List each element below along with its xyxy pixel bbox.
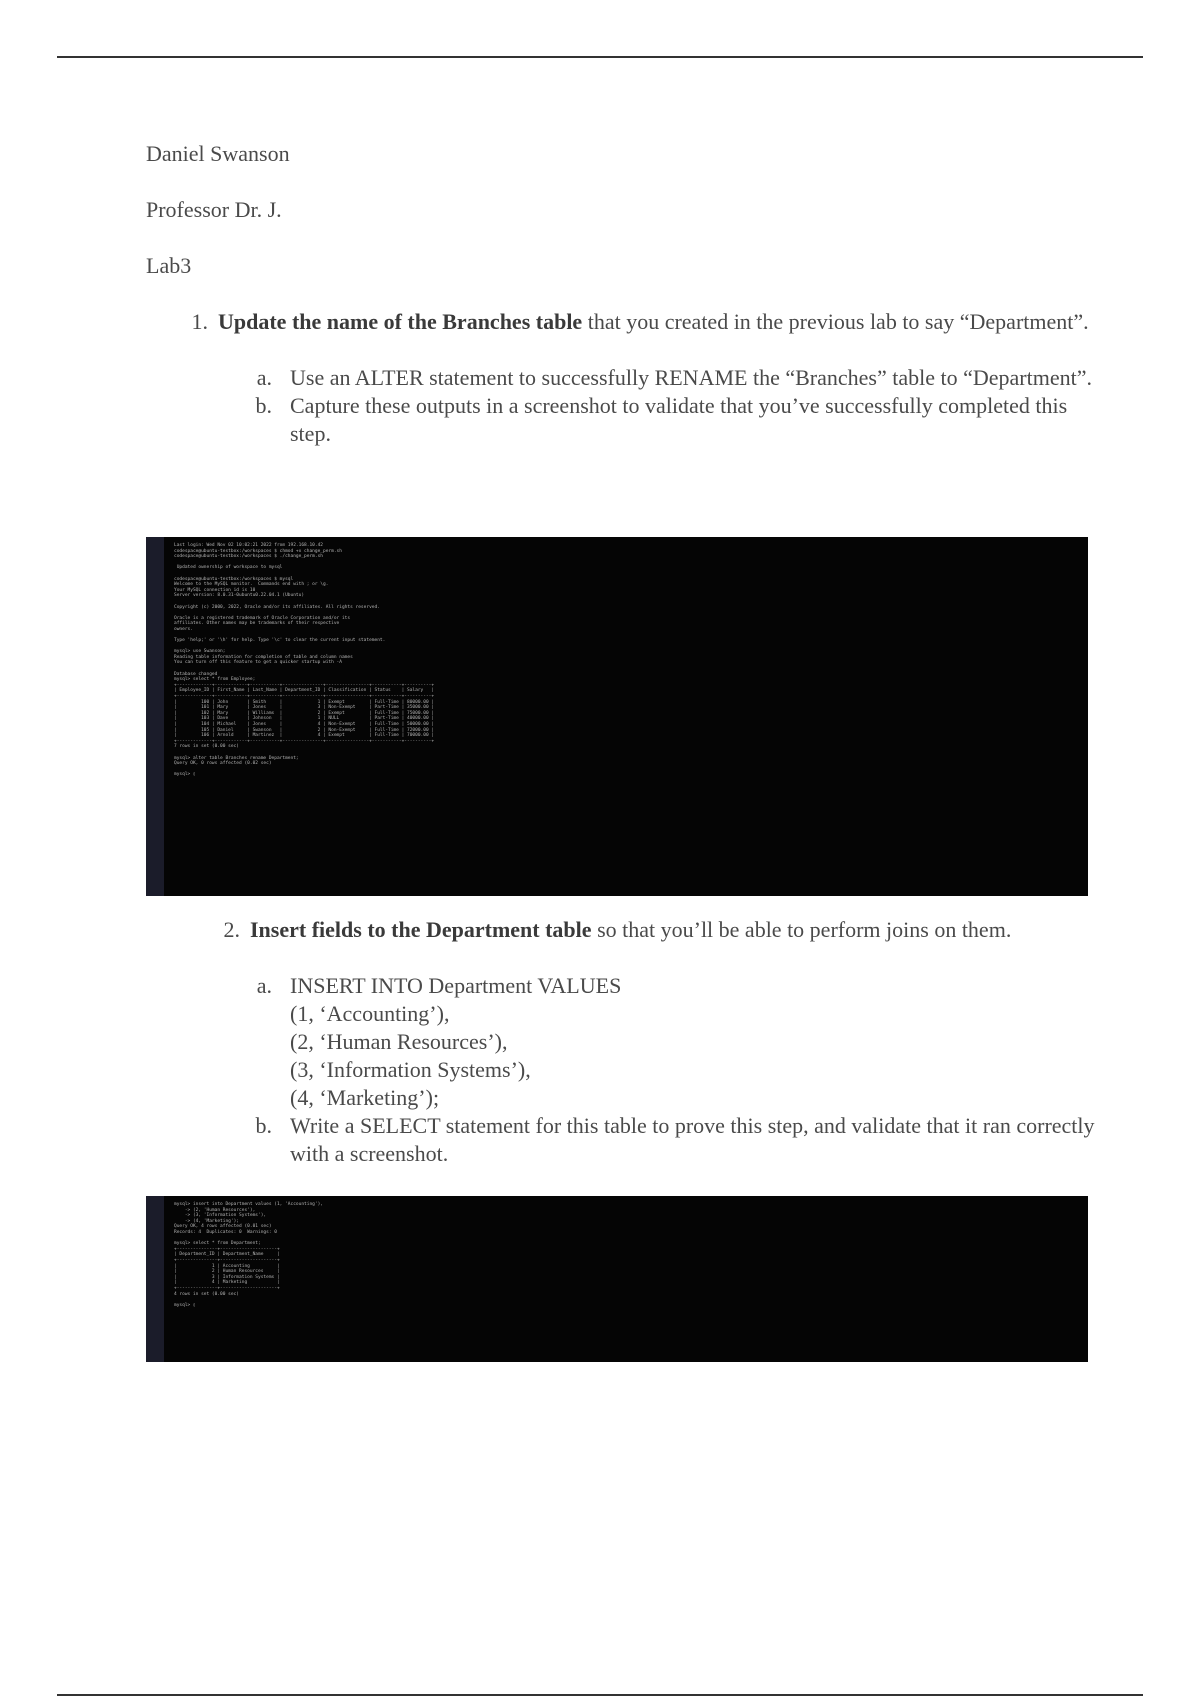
terminal-line: affiliates. Other names may be trademarks of their respective (174, 621, 340, 627)
question-rest: that you created in the previous lab to say “Department”. (582, 309, 1089, 334)
question-bold: Update the name of the Branches table (218, 309, 583, 334)
question-text (250, 916, 1011, 944)
terminal-line: codespace@ubuntu-testbox:/workspaces $ mysql (174, 576, 294, 582)
top-rule (57, 56, 1143, 58)
terminal-line: Type 'help;' or '\h' for help. Type '\c' to clear the current input statement. (174, 638, 386, 644)
terminal-line: | 103 | Dave | Johnson | 1 | NULL | Part-Time | 40000.00 | (174, 716, 435, 722)
assignment-title: Lab3 (146, 253, 192, 278)
terminal-line: +---------------+---------------------+ (174, 1285, 280, 1291)
terminal-line: | 104 | Michael | Jones | 4 | Non-Exempt | Full-Time | 50000.00 | (174, 722, 435, 727)
terminal-line: | 4 | Marketing | (174, 1280, 280, 1286)
question-number: 1. (191, 309, 208, 334)
terminal-line: Query OK, 4 rows affected (0.01 sec) (174, 1224, 272, 1230)
terminal-line: Records: 4 Duplicates: 0 Warnings: 0 (174, 1229, 277, 1235)
terminal-line: 7 rows in set (0.00 sec) (174, 744, 240, 750)
question-text (218, 308, 1089, 336)
terminal-line: Database changed (174, 671, 218, 677)
terminal-line: Copyright (c) 2000, 2022, Oracle and/or its affiliates. All rights reserved. (174, 604, 380, 610)
terminal-line: | 100 | John | Smith | 1 | Exempt | Full-Time | 80000.00 | (174, 699, 435, 705)
subitem-letter: a. (256, 973, 272, 998)
terminal-line: mysql> select * from Employee; (174, 677, 256, 683)
subitem (146, 1112, 1096, 1168)
question-2 (146, 916, 1096, 944)
terminal-line: -> (2, 'Human Resources'), (174, 1207, 256, 1213)
terminal-line: | 2 | Human Resources | (174, 1269, 280, 1275)
question-2-block (146, 916, 1096, 1168)
terminal-line: | Employee_ID | First_Name | Last_Name | Department_ID | Classification | Status | Salary | (174, 688, 435, 694)
terminal-line: You can turn off this feature to get a quicker startup with -A (174, 660, 342, 666)
terminal-line: | 102 | Mary | Williams | 2 | Exempt | Full-Time | 75000.00 | (174, 710, 435, 716)
terminal-line: codespace@ubuntu-testbox:/workspaces $ ./change_perm.sh (174, 554, 324, 560)
question-rest: so that you’ll be able to perform joins on them. (591, 917, 1012, 942)
author-name: Daniel Swanson (146, 141, 290, 166)
terminal-line: Server version: 8.0.31-0ubuntu0.22.04.1 (Ubuntu) (174, 593, 305, 599)
terminal-line: | 105 | Daniel | Swanson | 2 | Non-Exempt | Full-Time | 72000.00 | (174, 727, 435, 733)
terminal-line: Updated ownership of workspace to mysql (174, 565, 283, 571)
terminal-line: +-------------+------------+-----------+---------------+----------------+-----------+----------+ (174, 694, 435, 700)
terminal-line: owners. (174, 626, 193, 632)
terminal-line: | 101 | Mary | Jones | 3 | Non-Exempt | Part-Time | 35000.00 | (174, 705, 435, 711)
bottom-rule (57, 1694, 1143, 1696)
terminal-line: Welcome to the MySQL monitor. Commands end with ; or \g. (174, 582, 329, 588)
document-body (146, 140, 1096, 448)
terminal-line: mysql> insert into Department values (1, 'Accounting'), (174, 1202, 324, 1207)
terminal-line: +---------------+---------------------+ (174, 1246, 280, 1252)
terminal-line: | Department_ID | Department_Name | (174, 1252, 280, 1258)
terminal-line: codespace@ubuntu-testbox:/workspaces $ chmod +x change_perm.sh (174, 548, 342, 554)
question-number: 2. (223, 917, 240, 942)
subitem-text: Capture these outputs in a screenshot to validate that you’ve successfully completed this step. (290, 393, 1068, 446)
terminal-line: Last login: Wed Nov 02 10:02:21 2022 from 192.168.10.42 (174, 543, 324, 548)
subitem (146, 364, 1096, 392)
subitem-text: INSERT INTO Department VALUES (1, ‘Accounting’), (2, ‘Human Resources’), (3, ‘Information Systems’), (4, ‘Marketing’); (290, 973, 622, 1110)
terminal-line: +---------------+---------------------+ (174, 1257, 280, 1263)
terminal-line: -> (4, 'Marketing'); (174, 1218, 240, 1224)
terminal-line: mysql> select * from Department; (174, 1241, 261, 1247)
professor-name: Professor Dr. J. (146, 197, 282, 222)
terminal-line: Your MySQL connection id is 10 (174, 587, 256, 593)
subitem-letter: a. (256, 365, 272, 390)
subitem-text: Use an ALTER statement to successfully RENAME the “Branches” table to “Department”. (290, 365, 1092, 390)
terminal-line: mysql> alter table Branches rename Department; (174, 755, 299, 761)
terminal-line: | 106 | Arnold | Martinez | 4 | Exempt | Full-Time | 70000.00 | (174, 733, 435, 739)
terminal-screenshot-2 (146, 1196, 1088, 1362)
terminal-line: Query OK, 0 rows affected (0.02 sec) (174, 761, 272, 767)
terminal-line: -> (3, 'Information Systems'), (174, 1213, 267, 1219)
question-2-subitems (146, 972, 1096, 1168)
terminal-line: Reading table information for completion of table and column names (174, 654, 353, 660)
subitem-letter: b. (255, 1113, 272, 1138)
terminal-line: mysql> ▯ (174, 1302, 196, 1308)
subitem-text: Write a SELECT statement for this table to prove this step, and validate that it ran correctly with a screenshot. (290, 1113, 1095, 1166)
terminal-line: +-------------+------------+-----------+---------------+----------------+-----------+----------+ (174, 738, 435, 744)
subitem (146, 972, 1096, 1112)
terminal-line: | 1 | Accounting | (174, 1263, 280, 1269)
question-1 (146, 308, 1096, 336)
question-bold: Insert fields to the Department table (250, 917, 592, 942)
subitem-letter: b. (255, 393, 272, 418)
subitem (146, 392, 1096, 448)
terminal-line: mysql> use Swanson; (174, 649, 226, 655)
terminal-line: mysql> ▯ (174, 772, 196, 778)
terminal-line: 4 rows in set (0.00 sec) (174, 1291, 240, 1297)
terminal-line: Oracle is a registered trademark of Oracle Corporation and/or its (174, 615, 351, 621)
question-1-subitems (146, 364, 1096, 448)
terminal-line: +-------------+------------+-----------+---------------+----------------+-----------+----------+ (174, 682, 435, 688)
terminal-screenshot-1 (146, 537, 1088, 896)
terminal-line: | 3 | Information Systems | (174, 1274, 280, 1280)
